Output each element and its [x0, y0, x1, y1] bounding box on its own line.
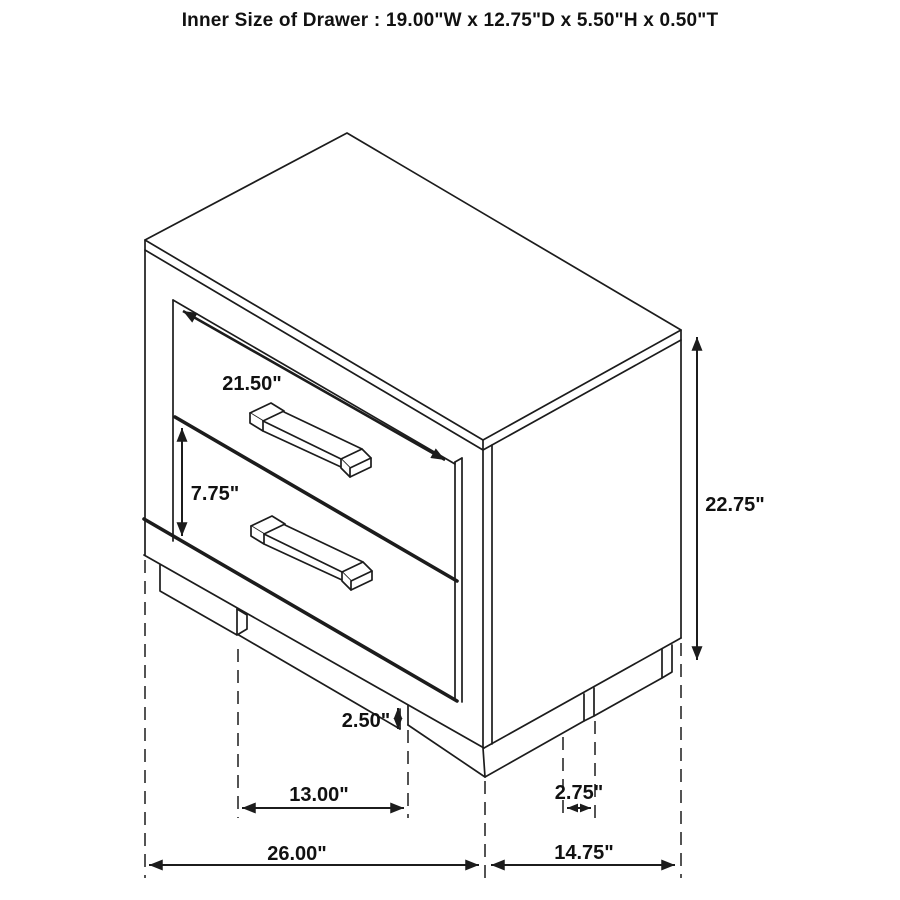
dimension-label: 2.50" — [341, 710, 391, 732]
dimension-drawer-front-height — [182, 428, 239, 536]
left-foot-front-face — [160, 565, 237, 635]
dimension-label: 14.75" — [554, 842, 614, 864]
dimension-label: 22.75" — [705, 494, 765, 516]
projection-lines — [145, 560, 681, 882]
opening-right-stile-top — [455, 458, 462, 462]
dimension-overall-depth — [491, 842, 675, 865]
front-corner-edge — [483, 440, 485, 777]
dimension-front-foot-spacing — [242, 784, 404, 808]
handle-bar-top — [264, 534, 342, 572]
dimension-drawer-front-width — [183, 311, 445, 460]
dimension-label: 2.75" — [554, 782, 604, 804]
dimension-overall-width — [149, 843, 479, 865]
front-plinth-corner-edge — [408, 725, 485, 777]
dimension-label: 13.00" — [289, 784, 349, 806]
drawer1-handle — [250, 403, 371, 477]
nightstand-line-art — [144, 133, 681, 777]
drawer2-bottom-edge — [144, 519, 457, 701]
dimension-back-leg-width — [555, 782, 603, 808]
dimension-label: 21.50" — [222, 373, 282, 395]
right-plinth-bottom-edge — [485, 721, 584, 777]
handle-bar-bottom — [264, 544, 342, 580]
dimension-label: 26.00" — [267, 843, 327, 865]
front-leg-slot — [400, 705, 408, 729]
back-foot-side-face — [662, 645, 672, 678]
right-plinth-back-edge — [594, 678, 662, 716]
page-title: Inner Size of Drawer : 19.00"W x 12.75"D x 5.50"H x 0.50"T — [181, 10, 719, 31]
handle-bar-bottom — [263, 431, 341, 467]
handle-bar-back — [285, 525, 363, 562]
dimension-label: 7.75" — [190, 483, 240, 505]
drawer2-handle — [251, 516, 372, 590]
back-leg-slot — [584, 688, 594, 721]
handle-bar-back — [284, 412, 362, 449]
dimension-base-height — [342, 708, 398, 732]
front-rail-bottom-edge — [144, 555, 484, 748]
handle-bar-top — [263, 421, 341, 459]
right-rail-bottom-edge — [484, 638, 681, 748]
dimension-overall-height — [697, 337, 765, 660]
top-slab-bottom-edge — [145, 250, 681, 450]
